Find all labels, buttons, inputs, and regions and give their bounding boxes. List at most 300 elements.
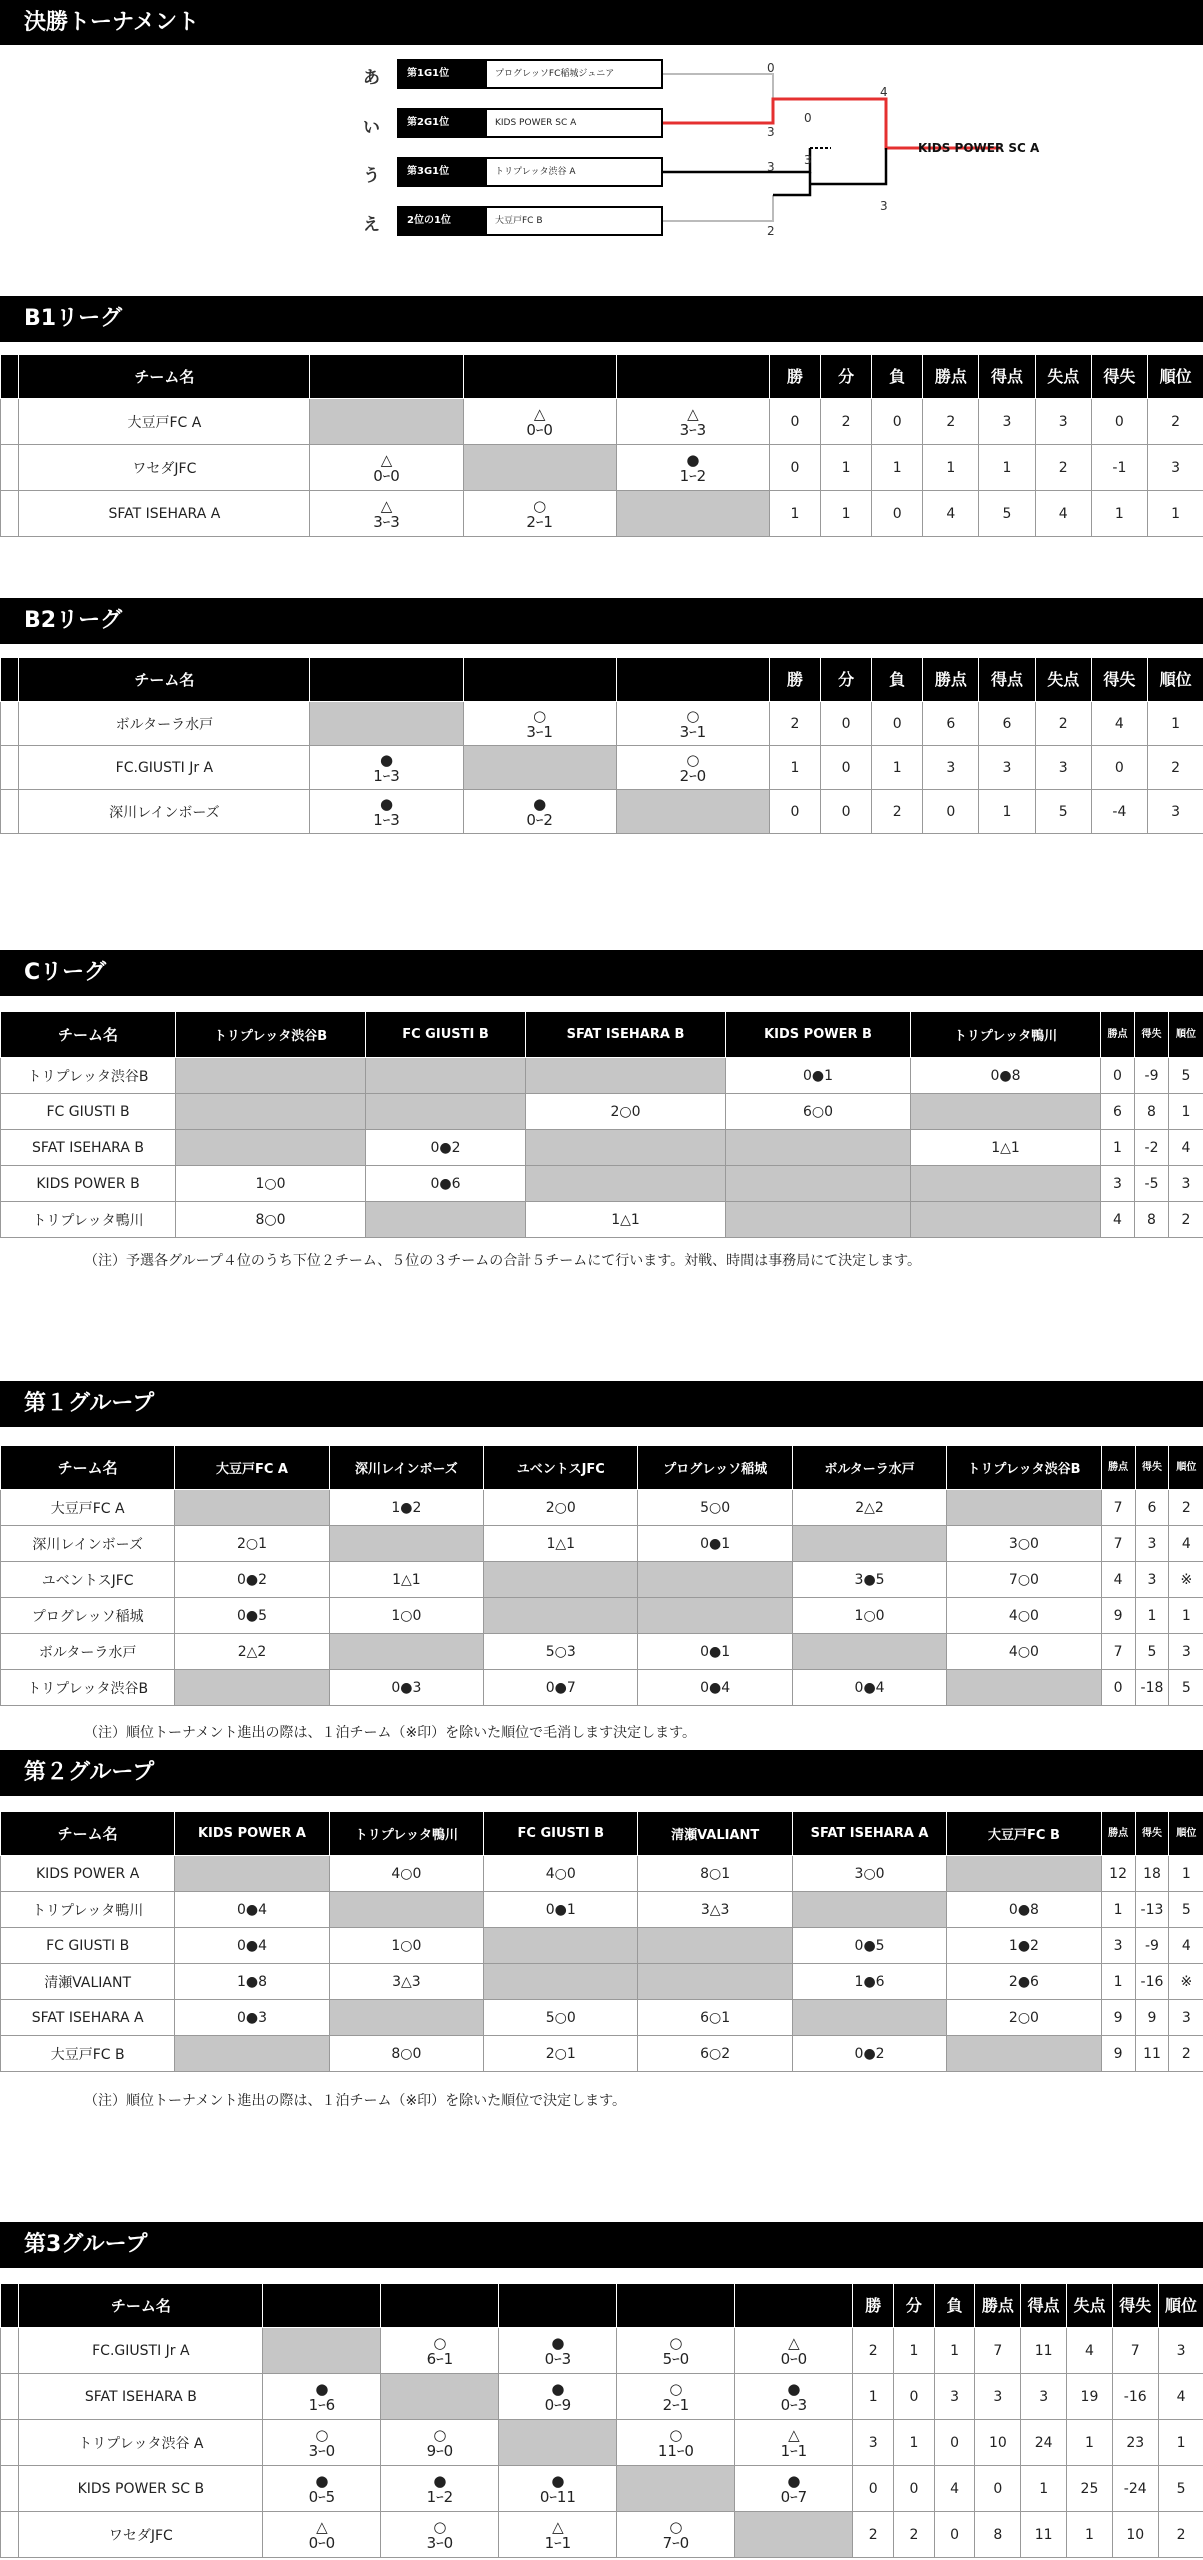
- stat-cell: -1: [1091, 445, 1147, 491]
- match-cell-empty: [792, 1892, 946, 1928]
- table-row: [1, 1598, 1203, 1634]
- result-mark: ○: [315, 2425, 329, 2444]
- stat-cell: 7: [1112, 2328, 1158, 2374]
- stat-cell: 2: [1035, 702, 1091, 746]
- stat-cell: 3: [975, 2374, 1021, 2420]
- result-score: 0ｰ0: [308, 2533, 336, 2552]
- result-mark: ●: [315, 2379, 329, 2398]
- match-cell-empty: [310, 399, 463, 445]
- stat-cell: 1: [1169, 1094, 1203, 1130]
- column-header: チーム名: [1, 1012, 176, 1058]
- match-cell: [735, 2420, 853, 2466]
- match-cell: 5○0: [484, 2000, 638, 2036]
- match-cell: [617, 2420, 735, 2466]
- column-header: チーム名: [19, 2284, 263, 2328]
- stat-cell: 11: [1135, 2036, 1169, 2072]
- bracket-score: 0: [767, 61, 775, 75]
- column-header: 得失: [1135, 1446, 1169, 1490]
- result-score: 0ｰ11: [539, 2487, 576, 2506]
- result-mark: ●: [551, 2379, 565, 2398]
- b1-table: [0, 354, 1203, 537]
- result-score: 3ｰ0: [308, 2441, 336, 2460]
- result-score: 1ｰ1: [780, 2441, 808, 2460]
- stat-cell: 1: [1147, 491, 1203, 537]
- bracket-letter: あ: [363, 68, 380, 88]
- match-cell: 1○0: [329, 1928, 483, 1964]
- stat-cell: 1: [934, 2328, 975, 2374]
- result-mark: ○: [669, 2517, 683, 2536]
- column-header: 得失: [1135, 1812, 1169, 1856]
- match-cell-empty: [638, 1562, 792, 1598]
- column-header: 勝点: [923, 658, 979, 702]
- stat-cell: 3: [1101, 1928, 1135, 1964]
- stat-cell: 2: [1169, 1202, 1203, 1238]
- table-row: [1, 1856, 1203, 1892]
- stat-cell: 1: [872, 445, 923, 491]
- bracket-letter: え: [363, 215, 380, 235]
- column-header: 勝点: [923, 355, 979, 399]
- stat-cell: 1: [1101, 1892, 1135, 1928]
- stat-cell: 25: [1067, 2466, 1113, 2512]
- result-mark: ○: [686, 706, 700, 725]
- result-mark: △: [380, 496, 393, 515]
- match-cell: 5○3: [484, 1634, 638, 1670]
- match-cell-empty: [366, 1202, 526, 1238]
- row-lead: [1, 746, 19, 790]
- stat-cell: 18: [1135, 1856, 1169, 1892]
- bracket-score: 3: [767, 160, 775, 174]
- result-score: 0ｰ3: [780, 2395, 808, 2414]
- match-cell-empty: [175, 1670, 329, 1706]
- stat-cell: 2: [821, 399, 872, 445]
- match-cell: 4○0: [484, 1856, 638, 1892]
- header-lead: [1, 2284, 19, 2328]
- result-mark: ●: [533, 794, 547, 813]
- match-cell: 3△3: [638, 1892, 792, 1928]
- g1-table: [0, 1445, 1203, 1706]
- team-name: 大豆戸FC B: [1, 2036, 175, 2072]
- column-header: 順位: [1158, 2284, 1203, 2328]
- match-cell-empty: [947, 1670, 1101, 1706]
- stat-cell: 2: [853, 2512, 894, 2558]
- g1-note: （注）順位トーナメント進出の際は、１泊チーム（※印）を除いた順位で毛消します決定します。: [84, 1725, 697, 1741]
- stat-cell: -9: [1135, 1058, 1169, 1094]
- g3-table: [0, 2283, 1203, 2558]
- match-cell: 6○2: [638, 2036, 792, 2072]
- team-name: 大豆戸FC A: [19, 399, 310, 445]
- stat-cell: 2: [923, 399, 979, 445]
- column-header: FC GIUSTI B: [484, 1812, 638, 1856]
- column-header: 深川レインボーズ: [329, 1446, 483, 1490]
- match-cell: [463, 702, 616, 746]
- column-header: チーム名: [19, 658, 310, 702]
- table-row: [1, 491, 1203, 537]
- match-cell: 0●4: [175, 1892, 329, 1928]
- stat-cell: 5: [1158, 2466, 1203, 2512]
- stat-cell: 0: [821, 790, 872, 834]
- match-cell-empty: [792, 1526, 946, 1562]
- row-lead: [1, 2466, 19, 2512]
- result-score: 9ｰ0: [426, 2441, 454, 2460]
- stat-cell: 0: [872, 702, 923, 746]
- column-header: 大豆戸FC A: [175, 1446, 329, 1490]
- column-header: 勝点: [1101, 1446, 1135, 1490]
- match-cell-empty: [526, 1130, 726, 1166]
- team-name: 深川レインボーズ: [19, 790, 310, 834]
- team-name: ボルターラ水戸: [1, 1634, 175, 1670]
- result-mark: △: [380, 450, 393, 469]
- table-row: [1, 2466, 1203, 2512]
- bracket-letter: う: [363, 166, 380, 186]
- row-lead: [1, 2420, 19, 2466]
- row-lead: [1, 790, 19, 834]
- result-score: 0ｰ0: [526, 420, 553, 439]
- stat-cell: 3: [923, 746, 979, 790]
- match-cell: 0●7: [484, 1670, 638, 1706]
- match-cell: 0●2: [792, 2036, 946, 2072]
- team-name: ユベントスJFC: [1, 1562, 175, 1598]
- column-header: プログレッソ稲城: [638, 1446, 792, 1490]
- match-cell: 5○0: [638, 1490, 792, 1526]
- match-cell-empty: [175, 2036, 329, 2072]
- team-name: KIDS POWER SC B: [19, 2466, 263, 2512]
- match-cell: 0●1: [726, 1058, 911, 1094]
- match-cell: [381, 2512, 499, 2558]
- match-cell-empty: [792, 2000, 946, 2036]
- stat-cell: 1: [894, 2328, 935, 2374]
- result-mark: ●: [787, 2471, 801, 2490]
- column-header: 失点: [1067, 2284, 1113, 2328]
- match-cell: [310, 491, 463, 537]
- match-cell-empty: [175, 1856, 329, 1892]
- result-mark: ●: [379, 750, 394, 769]
- match-cell: 1○0: [792, 1598, 946, 1634]
- match-cell: [499, 2328, 617, 2374]
- stat-cell: 3: [934, 2374, 975, 2420]
- column-header: FC GIUSTI B: [366, 1012, 526, 1058]
- result-mark: ○: [433, 2517, 447, 2536]
- match-cell: 8○0: [176, 1202, 366, 1238]
- column-header: 大豆戸FC B: [947, 1812, 1101, 1856]
- table-row: [1, 2000, 1203, 2036]
- result-mark: ●: [379, 794, 394, 813]
- g2-note: （注）順位トーナメント進出の際は、１泊チーム（※印）を除いた順位で決定します。: [84, 2093, 627, 2109]
- match-cell-empty: [176, 1058, 366, 1094]
- stat-cell: 2: [1035, 445, 1091, 491]
- stat-cell: 5: [1169, 1058, 1203, 1094]
- table-row: [1, 790, 1203, 834]
- stat-cell: 6: [979, 702, 1035, 746]
- column-header: [617, 2284, 735, 2328]
- result-mark: △: [533, 404, 546, 423]
- bracket-line: [773, 172, 810, 195]
- match-cell-empty: [329, 1892, 483, 1928]
- team-name: FC GIUSTI B: [1, 1094, 176, 1130]
- column-header: [310, 355, 463, 399]
- stat-cell: 3: [1135, 1562, 1169, 1598]
- result-mark: ○: [686, 750, 700, 769]
- table-row: [1, 2036, 1203, 2072]
- column-header: 勝点: [975, 2284, 1021, 2328]
- column-header: 勝: [769, 658, 820, 702]
- table-row: [1, 1526, 1203, 1562]
- match-cell: 0●6: [366, 1166, 526, 1202]
- result-score: 0ｰ7: [780, 2487, 808, 2506]
- result-mark: ●: [686, 450, 700, 469]
- table-row: [1, 1928, 1203, 1964]
- match-cell-empty: [484, 1964, 638, 2000]
- result-mark: △: [552, 2517, 564, 2536]
- match-cell: 1△1: [484, 1526, 638, 1562]
- stat-cell: 2: [872, 790, 923, 834]
- column-header: 分: [894, 2284, 935, 2328]
- column-header: 清瀬VALIANT: [638, 1812, 792, 1856]
- result-score: 2ｰ0: [679, 766, 707, 785]
- match-cell: 0●2: [175, 1562, 329, 1598]
- row-lead: [1, 2374, 19, 2420]
- stat-cell: 3: [1035, 399, 1091, 445]
- table-row: [1, 702, 1203, 746]
- column-header: チーム名: [1, 1812, 175, 1856]
- match-cell-empty: [484, 1562, 638, 1598]
- table-row: [1, 1964, 1203, 2000]
- match-cell-empty: [911, 1166, 1101, 1202]
- column-header: 負: [934, 2284, 975, 2328]
- stat-cell: 4: [934, 2466, 975, 2512]
- team-name: 深川レインボーズ: [1, 1526, 175, 1562]
- stat-cell: 4: [1158, 2374, 1203, 2420]
- match-cell-empty: [329, 1634, 483, 1670]
- match-cell-empty: [911, 1202, 1101, 1238]
- team-name: FC GIUSTI B: [1, 1928, 175, 1964]
- stat-cell: 10: [975, 2420, 1021, 2466]
- team-name: トリプレッタ渋谷B: [1, 1670, 175, 1706]
- stat-cell: 5: [1035, 790, 1091, 834]
- stat-cell: 2: [853, 2328, 894, 2374]
- stat-cell: 5: [979, 491, 1035, 537]
- result-mark: ●: [433, 2471, 447, 2490]
- stat-cell: 1: [853, 2374, 894, 2420]
- stat-cell: 7: [1101, 1490, 1135, 1526]
- stat-cell: 0: [934, 2512, 975, 2558]
- result-mark: △: [687, 404, 699, 423]
- match-cell: 0●8: [911, 1058, 1101, 1094]
- team-name: トリプレッタ鴨川: [1, 1202, 176, 1238]
- match-cell: [463, 790, 616, 834]
- c-table: [0, 1011, 1203, 1238]
- section-header-g1: 第１グループ: [0, 1381, 1203, 1427]
- table-row: [1, 2374, 1203, 2420]
- match-cell-empty: [617, 2466, 735, 2512]
- stat-cell: 3: [1021, 2374, 1067, 2420]
- stat-cell: 8: [975, 2512, 1021, 2558]
- match-cell: 2△2: [792, 1490, 946, 1526]
- result-score: 1ｰ6: [308, 2395, 336, 2414]
- result-score: 1ｰ3: [373, 766, 400, 785]
- table-row: [1, 399, 1203, 445]
- team-name: KIDS POWER A: [1, 1856, 175, 1892]
- result-score: 0ｰ9: [544, 2395, 572, 2414]
- match-cell: 0●4: [792, 1670, 946, 1706]
- column-header: 得失: [1091, 658, 1147, 702]
- table-header-row: [1, 2284, 1203, 2328]
- result-score: 3ｰ0: [426, 2533, 454, 2552]
- team-name: SFAT ISEHARA B: [19, 2374, 263, 2420]
- stat-cell: 6: [1135, 1490, 1169, 1526]
- match-cell-empty: [947, 1856, 1101, 1892]
- match-cell: 1●2: [329, 1490, 483, 1526]
- result-mark: ○: [669, 2379, 683, 2398]
- table-row: [1, 1058, 1203, 1094]
- match-cell: 2○0: [947, 2000, 1101, 2036]
- match-cell-empty: [176, 1130, 366, 1166]
- column-header: 順位: [1169, 1012, 1203, 1058]
- match-cell: [381, 2466, 499, 2512]
- stat-cell: 2: [1147, 746, 1203, 790]
- table-header-row: [1, 355, 1203, 399]
- team-name: SFAT ISEHARA A: [1, 2000, 175, 2036]
- bracket-score: 3: [880, 199, 888, 213]
- column-header: 順位: [1147, 658, 1203, 702]
- match-cell: [263, 2512, 381, 2558]
- column-header: 勝: [769, 355, 820, 399]
- stat-cell: 0: [1091, 746, 1147, 790]
- match-cell-empty: [726, 1166, 911, 1202]
- match-cell-empty: [616, 790, 769, 834]
- match-cell: 2△2: [175, 1634, 329, 1670]
- stat-cell: 0: [821, 702, 872, 746]
- table-row: [1, 1130, 1203, 1166]
- match-cell: 3○0: [792, 1856, 946, 1892]
- match-cell: 4○0: [329, 1856, 483, 1892]
- match-cell: [463, 491, 616, 537]
- team-name: 清瀬VALIANT: [1, 1964, 175, 2000]
- column-header: 勝: [853, 2284, 894, 2328]
- table-row: [1, 2420, 1203, 2466]
- result-score: 0ｰ5: [308, 2487, 336, 2506]
- column-header: 得失: [1091, 355, 1147, 399]
- section-header-final: 決勝トーナメント: [0, 0, 1203, 45]
- result-score: 3ｰ3: [373, 512, 400, 531]
- match-cell: 1△1: [526, 1202, 726, 1238]
- stat-cell: 4: [1169, 1526, 1203, 1562]
- column-header: 勝点: [1101, 1812, 1135, 1856]
- column-header: [616, 658, 769, 702]
- team-name: ボルターラ水戸: [19, 702, 310, 746]
- stat-cell: 3: [1169, 1634, 1203, 1670]
- match-cell-empty: [381, 2374, 499, 2420]
- stat-cell: 3: [1135, 1526, 1169, 1562]
- team-name: SFAT ISEHARA A: [19, 491, 310, 537]
- match-cell: 0●3: [329, 1670, 483, 1706]
- bracket-score: 4: [880, 85, 888, 99]
- stat-cell: 0: [1101, 1670, 1135, 1706]
- stat-cell: 11: [1021, 2328, 1067, 2374]
- match-cell: [616, 746, 769, 790]
- table-header-row: [1, 1446, 1203, 1490]
- match-cell: 6○0: [726, 1094, 911, 1130]
- match-cell-empty: [263, 2328, 381, 2374]
- table-header-row: [1, 1012, 1203, 1058]
- stat-cell: 7: [975, 2328, 1021, 2374]
- stat-cell: 1: [1101, 1130, 1135, 1166]
- stat-cell: 4: [1169, 1130, 1203, 1166]
- stat-cell: -4: [1091, 790, 1147, 834]
- table-row: [1, 2512, 1203, 2558]
- column-header: ユベントスJFC: [484, 1446, 638, 1490]
- stat-cell: 1: [1067, 2512, 1113, 2558]
- result-score: 1ｰ3: [373, 810, 400, 829]
- match-cell-empty: [463, 445, 616, 491]
- stat-cell: 12: [1101, 1856, 1135, 1892]
- stat-cell: 1: [1135, 1598, 1169, 1634]
- match-cell-empty: [911, 1094, 1101, 1130]
- result-mark: ○: [669, 2425, 683, 2444]
- bracket-team: 大豆戸FC B: [495, 216, 543, 226]
- stat-cell: 8: [1135, 1202, 1169, 1238]
- match-cell: [263, 2374, 381, 2420]
- column-header: 負: [872, 658, 923, 702]
- stat-cell: 1: [821, 491, 872, 537]
- column-header: [463, 355, 616, 399]
- stat-cell: -24: [1112, 2466, 1158, 2512]
- stat-cell: 3: [1169, 1166, 1203, 1202]
- column-header: トリプレッタ鴨川: [329, 1812, 483, 1856]
- team-name: FC.GIUSTI Jr A: [19, 2328, 263, 2374]
- match-cell: 0●1: [638, 1526, 792, 1562]
- stat-cell: 1: [1101, 1964, 1135, 2000]
- match-cell: [499, 2466, 617, 2512]
- row-lead: [1, 399, 19, 445]
- match-cell-empty: [329, 1526, 483, 1562]
- stat-cell: -5: [1135, 1166, 1169, 1202]
- column-header: KIDS POWER A: [175, 1812, 329, 1856]
- result-score: 11ｰ0: [657, 2441, 694, 2460]
- table-row: [1, 1670, 1203, 1706]
- column-header: 得点: [1021, 2284, 1067, 2328]
- bracket-score: 3: [767, 125, 775, 139]
- column-header: [310, 658, 463, 702]
- bracket-score: 2: [767, 224, 775, 238]
- match-cell: 4○0: [947, 1634, 1101, 1670]
- match-cell: [617, 2374, 735, 2420]
- stat-cell: 0: [975, 2466, 1021, 2512]
- stat-cell: 0: [1101, 1058, 1135, 1094]
- stat-cell: 24: [1021, 2420, 1067, 2466]
- stat-cell: 4: [923, 491, 979, 537]
- table-row: [1, 1166, 1203, 1202]
- bracket-team: プログレッソFC稲城ジュニア: [495, 69, 615, 79]
- stat-cell: 2: [1169, 2036, 1203, 2072]
- match-cell: 2○0: [526, 1094, 726, 1130]
- match-cell: [310, 445, 463, 491]
- column-header: [735, 2284, 853, 2328]
- column-header: 順位: [1169, 1446, 1203, 1490]
- table-header-row: [1, 1812, 1203, 1856]
- column-header: 負: [872, 355, 923, 399]
- table-row: [1, 1202, 1203, 1238]
- bracket-champion: KIDS POWER SC A: [918, 141, 1040, 155]
- stat-cell: 19: [1067, 2374, 1113, 2420]
- bracket-line: [663, 195, 773, 221]
- stat-cell: 1: [979, 445, 1035, 491]
- stat-cell: 3: [1147, 445, 1203, 491]
- stat-cell: ※: [1169, 1964, 1203, 2000]
- match-cell-empty: [638, 1964, 792, 2000]
- match-cell: 2○1: [484, 2036, 638, 2072]
- match-cell-empty: [726, 1130, 911, 1166]
- stat-cell: 0: [872, 491, 923, 537]
